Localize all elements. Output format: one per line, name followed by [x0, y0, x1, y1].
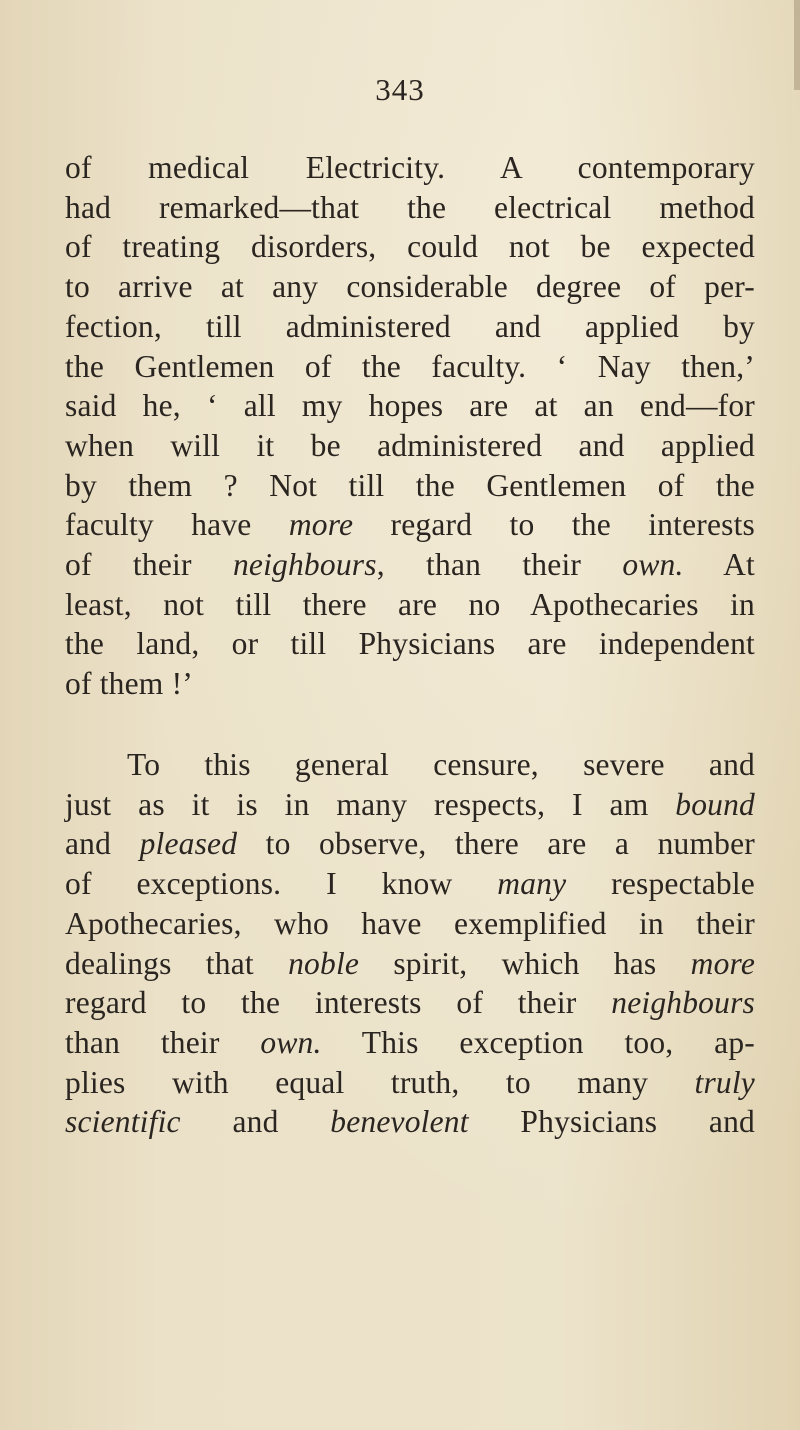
text-line: [65, 944, 755, 984]
text-segment: spirit, which has: [359, 945, 691, 981]
text-segment: and: [180, 1104, 331, 1140]
text-line: [65, 664, 755, 704]
italic-text: many: [497, 866, 567, 902]
text-line: [65, 824, 755, 864]
text-segment: to arrive at any considerable degree of per-: [65, 269, 755, 305]
text-segment: of their: [65, 547, 233, 583]
italic-text: benevolent: [330, 1104, 469, 1140]
paragraph-1: [65, 148, 755, 704]
text-segment: when will it be administered and applied: [65, 427, 755, 463]
text-segment: of them !’: [65, 666, 193, 702]
text-segment: just as it is in many respects, I am: [65, 786, 676, 822]
text-segment: fection, till administered and applied by: [65, 308, 755, 344]
text-segment: plies with equal truth, to many: [65, 1064, 695, 1100]
italic-text: neighbours: [611, 985, 755, 1021]
text-segment: the Gentlemen of the faculty. ‘ Nay then,’: [65, 348, 755, 384]
text-line: [65, 267, 755, 307]
text-line: [65, 585, 755, 625]
text-line: [65, 1063, 755, 1103]
text-segment: of treating disorders, could not be expected: [65, 229, 755, 265]
text-line: [65, 505, 755, 545]
italic-text: truly: [694, 1064, 755, 1100]
text-line: [65, 307, 755, 347]
italic-text: neighbours: [232, 547, 377, 583]
text-line: [65, 545, 755, 585]
text-segment: regard to the interests: [353, 507, 755, 543]
text-segment: At: [683, 547, 756, 583]
italic-text: more: [690, 945, 755, 981]
text-line: [65, 466, 755, 506]
text-segment: had remarked—that the electrical method: [65, 189, 755, 225]
text-line: [65, 904, 755, 944]
text-line: [65, 386, 755, 426]
text-segment: to observe, there are a number: [237, 826, 755, 862]
text-line: [65, 624, 755, 664]
text-line: [65, 188, 755, 228]
italic-text: scientific: [65, 1104, 181, 1140]
text-line: [65, 227, 755, 267]
text-segment: than their: [65, 1024, 261, 1060]
italic-text: own.: [622, 547, 684, 583]
text-line: [65, 148, 755, 188]
italic-text: pleased: [139, 826, 238, 862]
text-segment: the land, or till Physicians are independent: [65, 626, 755, 662]
text-line: [65, 983, 755, 1023]
text-line: [65, 1023, 755, 1063]
text-segment: least, not till there are no Apothecaries in: [65, 586, 755, 622]
text-segment: said he, ‘ all my hopes are at an end—for: [65, 388, 755, 424]
italic-text: own.: [260, 1024, 322, 1060]
text-line: [65, 864, 755, 904]
page-number: 343: [375, 72, 425, 107]
italic-text: more: [288, 507, 354, 543]
text-line: [65, 745, 755, 785]
text-segment: dealings that: [65, 945, 289, 981]
text-segment: by them ? Not till the Gentlemen of the: [65, 467, 755, 503]
text-segment: Apothecaries, who have exemplified in their: [65, 905, 755, 941]
text-segment: To this general censure, severe and: [127, 747, 755, 782]
text-segment: This exception too, ap-: [321, 1024, 755, 1060]
text-segment: , than their: [376, 547, 623, 583]
paragraph-2: [65, 745, 755, 1142]
text-segment: respectable: [566, 866, 755, 902]
text-segment: of exceptions. I know: [65, 866, 498, 902]
text-line: [65, 1102, 755, 1142]
text-segment: regard to the interests of their: [65, 985, 612, 1021]
text-segment: of medical Electricity. A contemporary: [65, 150, 755, 185]
italic-text: bound: [675, 786, 755, 822]
text-line: [65, 785, 755, 825]
text-line: [65, 426, 755, 466]
italic-text: noble: [288, 945, 360, 981]
text-line: [65, 347, 755, 387]
text-segment: faculty have: [65, 507, 289, 543]
text-segment: Physicians and: [468, 1104, 755, 1140]
text-segment: and: [65, 826, 140, 862]
